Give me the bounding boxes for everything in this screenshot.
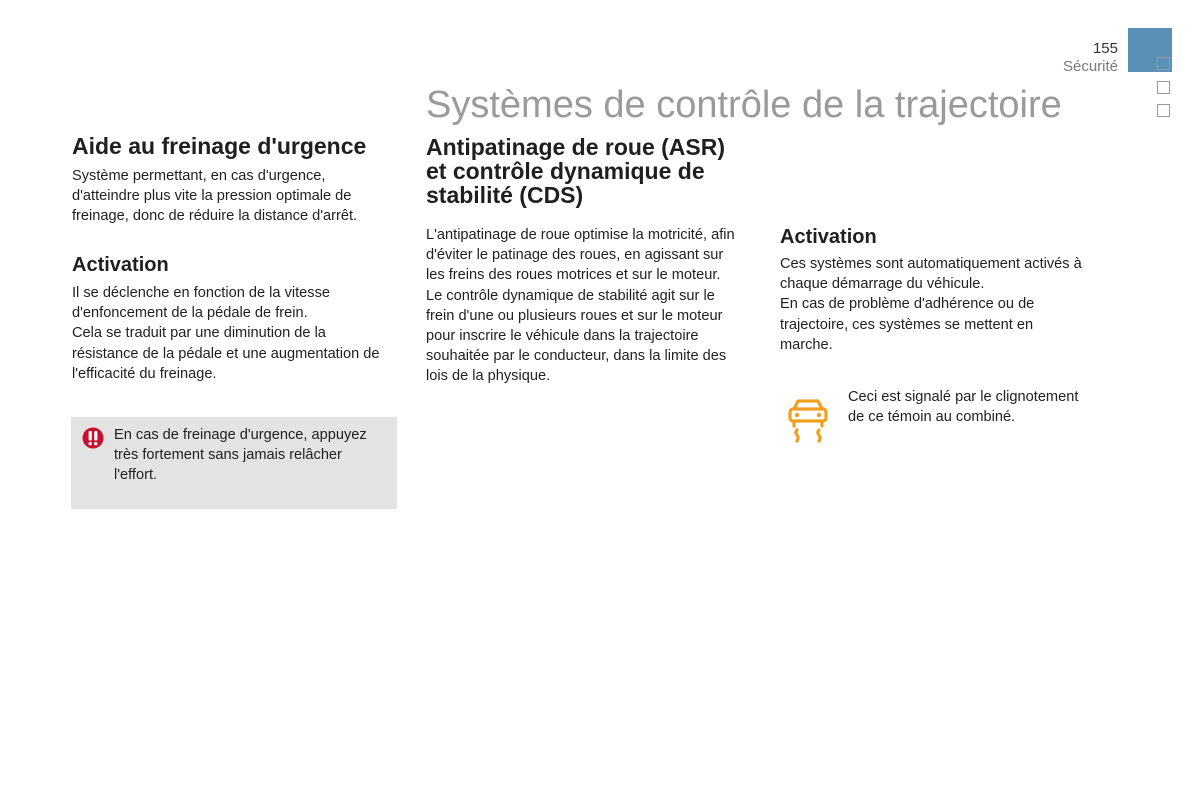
text-line: d'éviter le patinage des roues, en agissant sur — [426, 247, 724, 264]
text-line: En cas de freinage d'urgence, appuyez — [114, 427, 367, 443]
tab-marker-2 — [1157, 81, 1170, 94]
text-line: freinage, donc de réduire la distance d'arrêt. — [72, 208, 358, 225]
asr-cds-activation-heading: Activation — [780, 226, 877, 248]
emergency-braking-heading: Aide au freinage d'urgence — [72, 133, 367, 159]
emergency-braking-intro — [72, 166, 392, 227]
text-line: En cas de problème d'adhérence ou de — [780, 296, 1035, 313]
text-line: très fortement sans jamais relâcher — [114, 447, 342, 464]
text-line: chaque démarrage du véhicule. — [780, 276, 985, 293]
text-line: trajectoire, ces systèmes se mettent en — [780, 316, 1034, 333]
text-line: Système permettant, en cas d'urgence, — [72, 168, 326, 184]
section-name: Sécurité — [1062, 58, 1118, 75]
page-title: Systèmes de contrôle de la trajectoire — [426, 84, 1062, 126]
warning-text — [114, 425, 390, 486]
tab-marker-3 — [1157, 104, 1170, 117]
text-line: Ces systèmes sont automatiquement activés à — [780, 256, 1082, 272]
text-line: Il se déclenche en fonction de la vitesse — [72, 285, 330, 301]
text-line: L'antipatinage de roue optimise la motricité, afin — [426, 227, 735, 243]
text-line: l'effort. — [114, 467, 158, 484]
text-line: souhaitée par le conducteur, dans la limite des — [426, 348, 727, 365]
heading-line: stabilité (CDS) — [426, 182, 584, 208]
text-line: marche. — [780, 336, 833, 353]
heading-line: et contrôle dynamique de — [426, 158, 705, 184]
emergency-braking-activation-heading: Activation — [72, 254, 169, 276]
asr-cds-activation-text — [780, 254, 1110, 355]
heading-line: Antipatinage de roue (ASR) — [426, 134, 726, 160]
skidding-car-warning-icon — [783, 395, 833, 445]
text-line: résistance de la pédale et une augmentation de — [72, 345, 380, 362]
asr-cds-heading — [426, 135, 766, 207]
text-line: d'atteindre plus vite la pression optimale de — [72, 188, 352, 205]
text-line: Le contrôle dynamique de stabilité agit sur le — [426, 287, 715, 304]
page-number: 155 — [1092, 40, 1118, 57]
indicator-text — [848, 387, 1108, 427]
text-line: pour inscrire le véhicule dans la trajectoire — [426, 328, 699, 345]
text-line: Ceci est signalé par le clignotement — [848, 389, 1079, 405]
text-line: Cela se traduit par une diminution de la — [72, 325, 326, 342]
text-line: les freins des roues motrices et sur le moteur. — [426, 267, 721, 284]
text-line: frein d'une ou plusieurs roues et sur le moteur — [426, 307, 723, 324]
tab-marker-1 — [1157, 57, 1170, 70]
text-line: d'enfoncement de la pédale de frein. — [72, 305, 308, 322]
asr-cds-text — [426, 225, 766, 387]
emergency-braking-activation-text — [72, 283, 412, 384]
text-line: de ce témoin au combiné. — [848, 409, 1016, 426]
text-line: lois de la physique. — [426, 368, 551, 385]
exclamation-warning-icon — [82, 427, 104, 449]
text-line: l'efficacité du freinage. — [72, 365, 217, 382]
